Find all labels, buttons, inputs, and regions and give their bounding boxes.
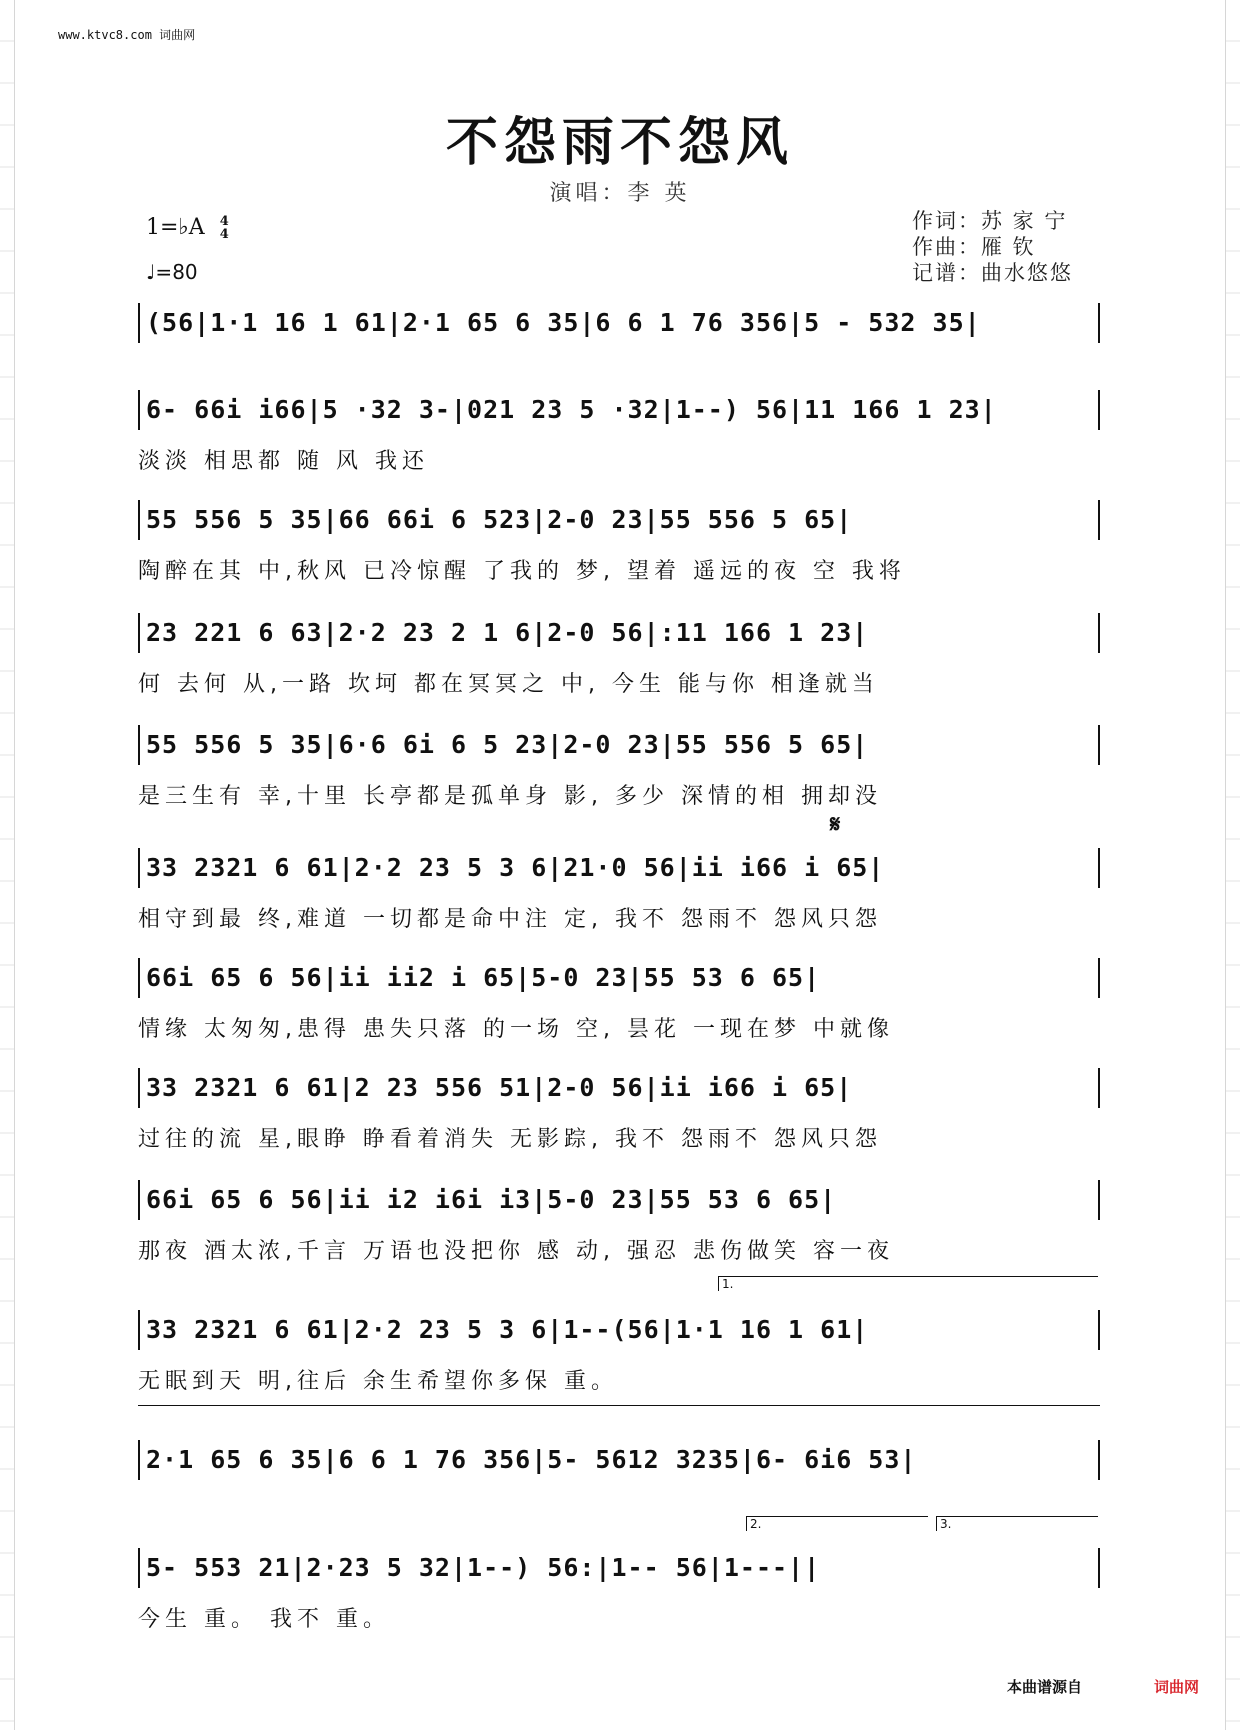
notation-line: 33 2321 6 61|2·2 23 5 3 6|21·0 56|ii i66 i 65| xyxy=(138,848,1100,888)
notation-line: 6- 66i i66|5 ·32 3-|021 23 5 ·32|1--) 56|11 166 1 23| xyxy=(138,390,1100,430)
segno-sign: 𝄋 xyxy=(830,810,841,838)
section-divider xyxy=(138,1405,1100,1406)
notation-line: 33 2321 6 61|2·2 23 5 3 6|1--(56|1·1 16 1 61| xyxy=(138,1310,1100,1350)
credits-block xyxy=(912,208,1073,286)
lyrics-line: 过往的流 星,眼睁 睁看着消失 无影踪, 我不 怨雨不 怨风只怨 xyxy=(138,1127,882,1152)
transcriber-credit: 记谱：曲水悠悠 xyxy=(912,261,1073,285)
notation-line: (56|1·1 16 1 61|2·1 65 6 35|6 6 1 76 356|5 - 532 35| xyxy=(138,303,1100,343)
volta-bracket-1: 1. xyxy=(718,1276,1098,1291)
time-signature xyxy=(220,215,229,241)
composer-credit: 作曲：雁 钦 xyxy=(912,235,1036,259)
lyrics-line: 是三生有 幸,十里 长亭都是孤单身 影, 多少 深情的相 拥却没 xyxy=(138,784,882,809)
notation-line: 33 2321 6 61|2 23 556 51|2-0 56|ii i66 i 65| xyxy=(138,1068,1100,1108)
footer-logo[interactable]: 词曲网 xyxy=(1154,1678,1200,1696)
lyrics-line: 无眠到天 明,往后 余生希望你多保 重。 xyxy=(138,1369,618,1394)
notation-line: 66i 65 6 56|ii ii2 i 65|5-0 23|55 53 6 65| xyxy=(138,958,1100,998)
singer-credit: 演唱：李 英 xyxy=(549,181,691,206)
volta-bracket-2: 2. xyxy=(746,1516,928,1531)
footer-source-label: 本曲谱源自 xyxy=(1007,1678,1083,1696)
source-url[interactable]: www.ktvc8.com 词曲网 xyxy=(58,28,196,42)
time-sig-top: 4 xyxy=(219,214,229,229)
notation-line: 55 556 5 35|66 66i 6 523|2-0 23|55 556 5 65| xyxy=(138,500,1100,540)
notation-line: 23 221 6 63|2·2 23 2 1 6|2-0 56|:11 166 1 23| xyxy=(138,613,1100,653)
lyrics-line: 淡淡 相思都 随 风 我还 xyxy=(138,449,429,474)
lyrics-line: 情缘 太匆匆,患得 患失只落 的一场 空, 昙花 一现在梦 中就像 xyxy=(138,1017,894,1042)
song-title: 不怨雨不怨风 xyxy=(445,112,794,173)
right-border-strip xyxy=(1225,0,1240,1730)
lyrics-line: 那夜 酒太浓,千言 万语也没把你 感 动, 强忍 悲伤做笑 容一夜 xyxy=(138,1239,894,1264)
notation-line: 5- 553 21|2·23 5 32|1--) 56:|1-- 56|1---|| xyxy=(138,1548,1100,1588)
key-label: 1=♭A xyxy=(146,215,205,240)
notation-line: 55 556 5 35|6·6 6i 6 5 23|2-0 23|55 556 5 65| xyxy=(138,725,1100,765)
notation-line: 2·1 65 6 35|6 6 1 76 356|5- 5612 3235|6- 6i6 53| xyxy=(138,1440,1100,1480)
lyrics-line: 相守到最 终,难道 一切都是命中注 定, 我不 怨雨不 怨风只怨 xyxy=(138,907,882,932)
lyrics-line: 陶醉在其 中,秋风 已冷惊醒 了我的 梦, 望着 遥远的夜 空 我将 xyxy=(138,559,906,584)
tempo-marking: ♩=80 xyxy=(146,260,198,284)
left-border-strip xyxy=(0,0,15,1730)
key-signature xyxy=(146,215,229,241)
lyrics-line: 今生 重。 我不 重。 xyxy=(138,1607,390,1632)
lyrics-line: 何 去何 从,一路 坎坷 都在冥冥之 中, 今生 能与你 相逢就当 xyxy=(138,672,879,697)
time-sig-bottom: 4 xyxy=(219,227,229,242)
volta-bracket-3: 3. xyxy=(936,1516,1098,1531)
notation-line: 66i 65 6 56|ii i2 i6i i3|5-0 23|55 53 6 65| xyxy=(138,1180,1100,1220)
lyricist-credit: 作词：苏 家 宁 xyxy=(912,209,1068,233)
